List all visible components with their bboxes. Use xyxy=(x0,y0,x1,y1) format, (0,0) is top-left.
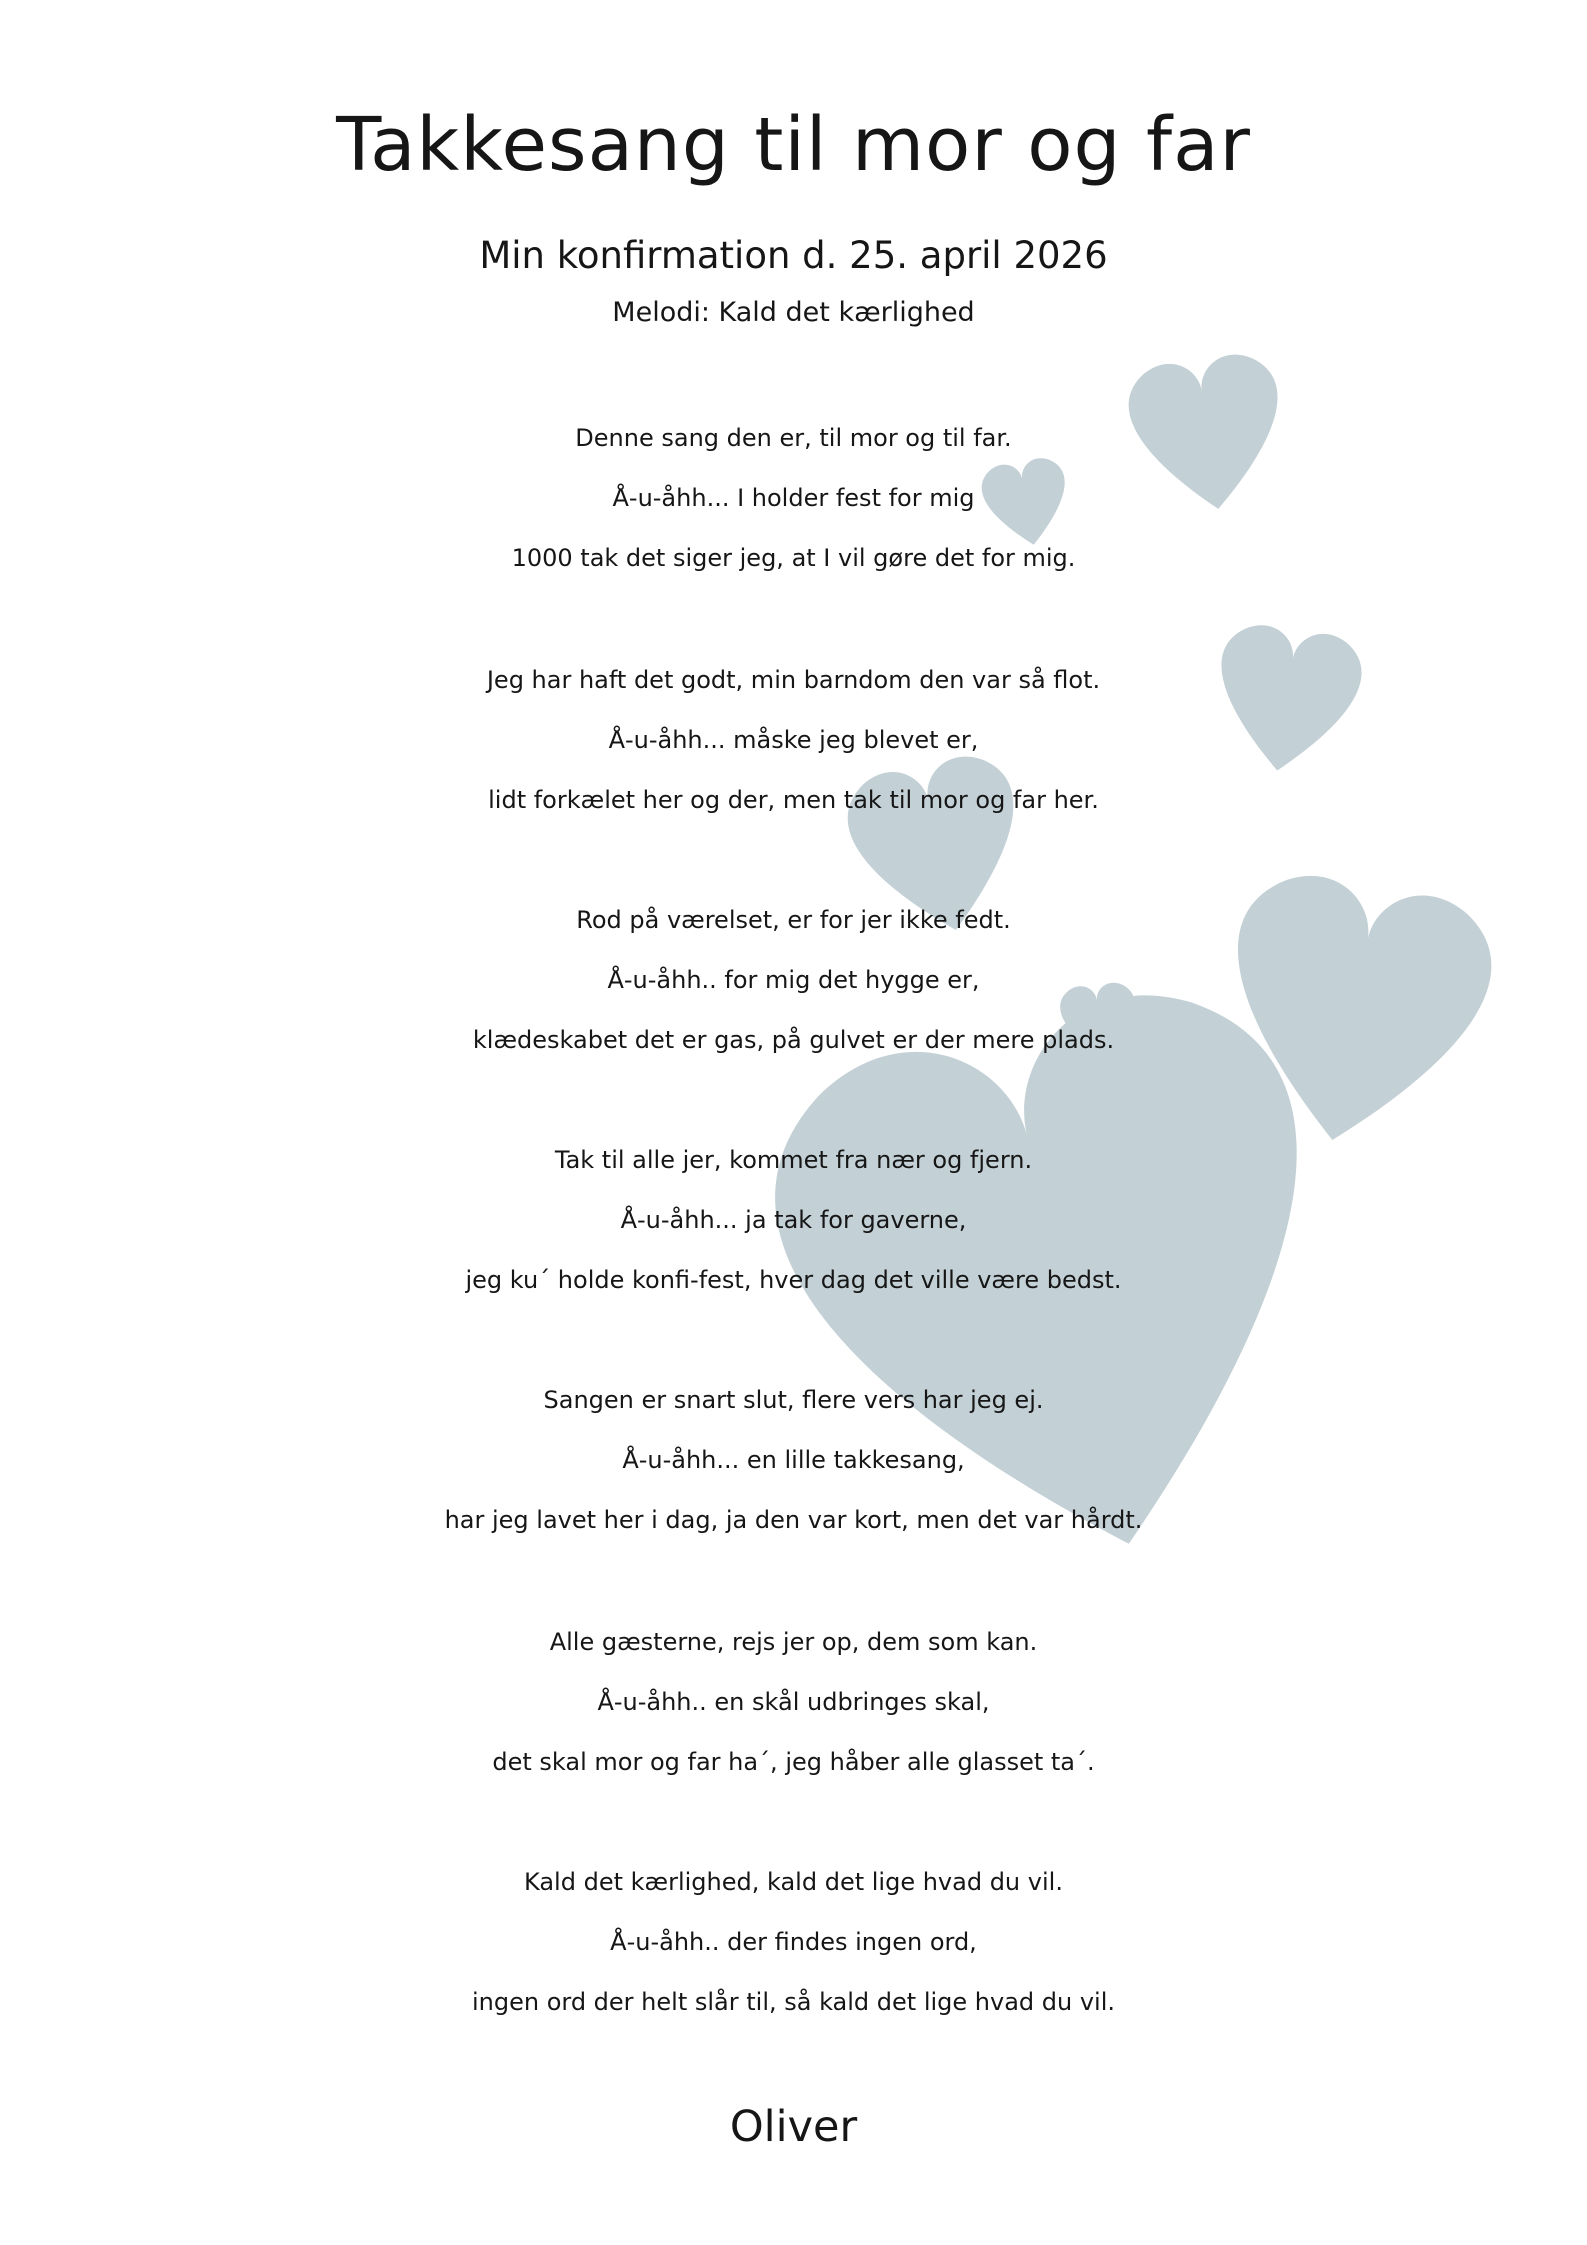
verse-line: Sangen er snart slut, flere vers har jeg ej. xyxy=(543,1386,1044,1414)
verse-line: Tak til alle jer, kommet fra nær og fjern. xyxy=(554,1146,1033,1174)
verse-line: Å-u-åhh.. der findes ingen ord, xyxy=(610,1928,977,1956)
verse-line: Jeg har haft det godt, min barndom den var så flot. xyxy=(486,666,1101,694)
verse-6 xyxy=(0,1612,1587,1792)
verse-7 xyxy=(0,1852,1587,2032)
page-title: Takkesang til mor og far xyxy=(336,102,1251,188)
verse-line: jeg ku´ holde konfi-fest, hver dag det ville være bedst. xyxy=(465,1266,1122,1294)
verse-line: Å-u-åhh.. en skål udbringes skal, xyxy=(597,1688,990,1716)
verse-line: Alle gæsterne, rejs jer op, dem som kan. xyxy=(549,1628,1038,1656)
verse-2 xyxy=(0,650,1587,830)
verse-line: Å-u-åhh.. for mig det hygge er, xyxy=(607,966,980,994)
verse-line: lidt forkælet her og der, men tak til mor og far her. xyxy=(488,786,1099,814)
verse-line: Denne sang den er, til mor og til far. xyxy=(575,424,1012,452)
verse-line: Å-u-åhh... I holder fest for mig xyxy=(612,484,975,512)
verse-line: Å-u-åhh... måske jeg blevet er, xyxy=(608,726,979,754)
signature: Oliver xyxy=(729,2102,858,2152)
verse-line: det skal mor og far ha´, jeg håber alle glasset ta´. xyxy=(492,1748,1095,1776)
verse-line: ingen ord der helt slår til, så kald det lige hvad du vil. xyxy=(471,1988,1116,2016)
verse-5 xyxy=(0,1370,1587,1550)
melody-label: Melodi: Kald det kærlighed xyxy=(612,297,975,328)
verse-line: klædeskabet det er gas, på gulvet er der mere plads. xyxy=(472,1026,1115,1054)
verse-1 xyxy=(0,408,1587,588)
verse-line: har jeg lavet her i dag, ja den var kort, men det var hårdt. xyxy=(444,1506,1143,1534)
verse-line: Å-u-åhh... en lille takkesang, xyxy=(622,1446,965,1474)
verse-4 xyxy=(0,1130,1587,1310)
verse-line: Kald det kærlighed, kald det lige hvad du vil. xyxy=(524,1868,1063,1896)
verse-3 xyxy=(0,890,1587,1070)
confirmation-subtitle: Min konfirmation d. 25. april 2026 xyxy=(479,234,1108,277)
verse-line: Rod på værelset, er for jer ikke fedt. xyxy=(576,906,1011,934)
verse-line: Å-u-åhh... ja tak for gaverne, xyxy=(620,1206,967,1234)
verse-line: 1000 tak det siger jeg, at I vil gøre det for mig. xyxy=(511,544,1076,572)
